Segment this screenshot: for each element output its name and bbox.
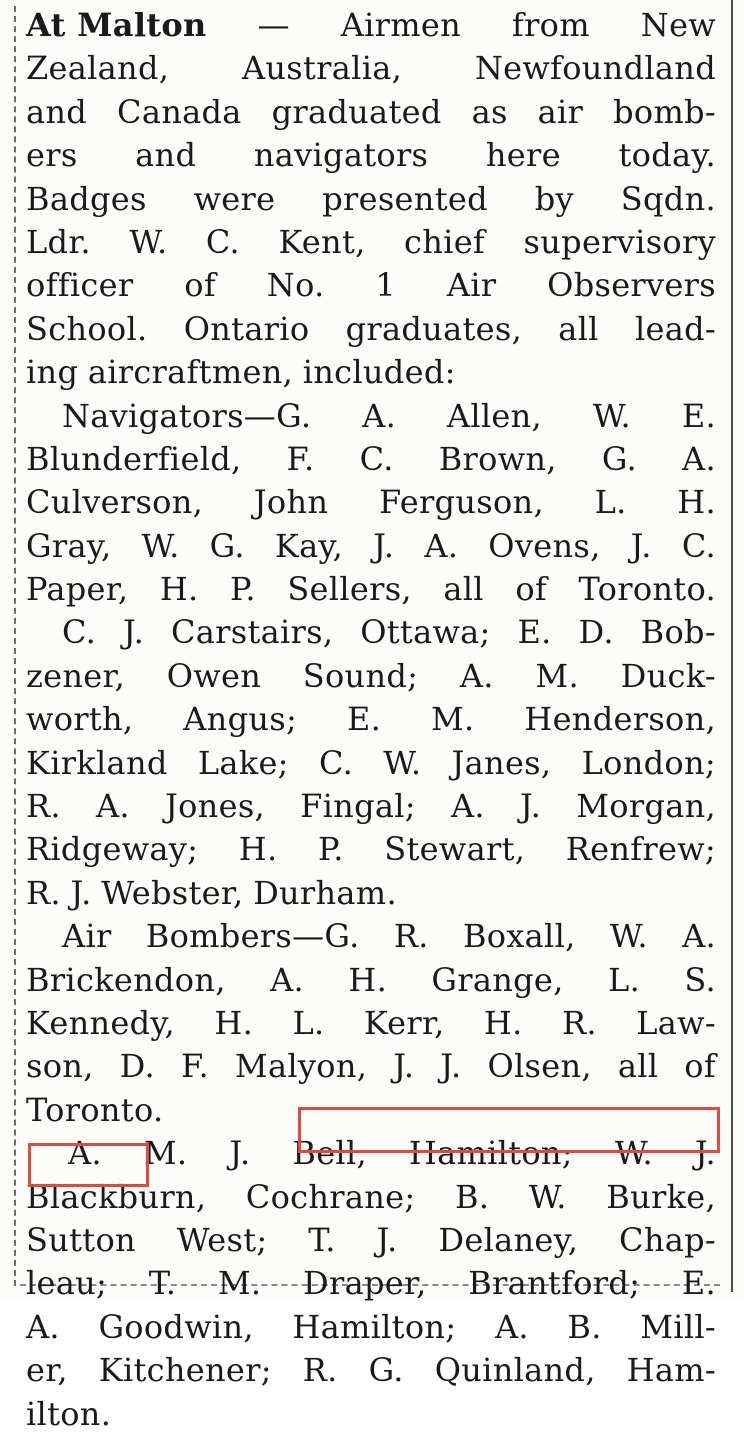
article-word: School. (26, 309, 148, 348)
article-word: lead- (634, 309, 716, 348)
article-word: J. (123, 613, 145, 652)
article-word: F. (180, 1047, 209, 1086)
article-line (26, 525, 716, 568)
article-word: ilton. (26, 1394, 112, 1433)
article-line (26, 264, 716, 307)
article-line (26, 4, 716, 47)
article-word: D. (578, 613, 614, 652)
article-word: A. (95, 787, 130, 826)
article-line (26, 481, 716, 524)
article-word: — (257, 6, 290, 44)
article-word: W. (592, 396, 631, 435)
article-line (26, 1219, 716, 1262)
article-word: Ldr. (26, 222, 91, 261)
article-word: worth, (26, 700, 134, 739)
article-word: Bombers—G. (145, 917, 360, 956)
article-word: A. (362, 396, 397, 435)
article-word: Navigators—G. (62, 396, 312, 435)
article-word: son, (26, 1047, 94, 1086)
article-line (26, 438, 716, 481)
article-word: A. (682, 917, 716, 956)
article-word: officer (26, 266, 134, 305)
article-word: of (184, 266, 216, 305)
article-word: Owen (166, 656, 262, 695)
article-word: J. (376, 1220, 398, 1259)
article-word: E. (681, 1264, 716, 1303)
article-word: Ferguson, (378, 483, 544, 522)
article-word: Australia, (241, 49, 403, 88)
article-word: Janes, (451, 743, 552, 782)
article-word: graduates, (345, 309, 523, 348)
article-word: H. (677, 483, 716, 522)
article-word: all (617, 1047, 659, 1086)
article-word: R. (393, 917, 429, 956)
article-word: G. (368, 1351, 404, 1390)
article-word: Hamilton; (408, 1134, 573, 1173)
article-word: Culverson, (26, 483, 204, 522)
article-word: today. (618, 136, 716, 175)
article-word: Zealand, (26, 49, 170, 88)
article-word: all (443, 570, 484, 609)
article-word: air (537, 92, 584, 131)
article-word: Toronto. (578, 570, 716, 609)
article-word: Ovens, (488, 526, 601, 565)
article-word: Airmen (340, 6, 462, 44)
article-word: as (471, 92, 508, 131)
article-word: Sqdn. (620, 179, 716, 218)
left-column-rule (14, 6, 16, 1286)
article-word: Henderson, (524, 700, 716, 739)
article-word: A. (450, 787, 485, 826)
article-word: West; (176, 1220, 268, 1259)
article-word: Grange, (431, 960, 564, 999)
article-word: by (534, 179, 574, 218)
article-word: Gray, (26, 526, 112, 565)
article-word: H. (483, 1003, 523, 1042)
article-word: H. (238, 830, 278, 869)
article-word: W. (383, 743, 422, 782)
article-word: R. (302, 1351, 338, 1390)
article-word: Chap- (619, 1220, 716, 1259)
article-word: Badges (26, 179, 147, 218)
article-word: all (558, 309, 599, 348)
article-line (26, 1045, 716, 1088)
article-word: C. (318, 743, 354, 782)
article-word: and (26, 92, 88, 131)
article-word: Paper, (26, 570, 129, 609)
article-line (26, 1262, 716, 1305)
article-line (26, 742, 716, 785)
article-word: A. (270, 960, 304, 999)
article-word: C. (359, 439, 394, 478)
article-word: Duck- (620, 656, 716, 695)
article-word: W. (614, 1134, 653, 1173)
article-word: H. (348, 960, 388, 999)
article-word: L. (608, 960, 641, 999)
article-word: Air (446, 266, 497, 305)
article-word: C. (681, 526, 716, 565)
article-word: Boxall, (462, 917, 576, 956)
article-word: Renfrew; (565, 830, 716, 869)
article-word: M. (143, 1134, 188, 1173)
article-word: P. (230, 570, 256, 609)
article-word: Ridgeway; (26, 830, 199, 869)
article-line (26, 1002, 716, 1045)
article-word: E. (517, 613, 552, 652)
article-word: H. (159, 570, 199, 609)
article-word: Ontario (183, 309, 310, 348)
article-word: John (253, 483, 329, 522)
article-line (26, 785, 716, 828)
article-word: Durham. (253, 873, 397, 912)
article-word: Sellers, (287, 570, 412, 609)
article-word: Brantford; (468, 1264, 641, 1303)
article-word: J. (519, 787, 542, 826)
article-word: F. (286, 439, 315, 478)
article-word: J. (440, 1047, 462, 1086)
article-line (26, 828, 716, 871)
article-line (26, 1349, 716, 1392)
article-word: A. (26, 1307, 60, 1346)
article-line (26, 611, 716, 654)
article-word: C. (205, 222, 240, 261)
article-line (26, 221, 716, 264)
article-line (26, 134, 716, 177)
article-word: W. (141, 526, 180, 565)
article-word: included: (302, 353, 456, 392)
article-word: supervisory (523, 222, 716, 261)
article-line (26, 872, 716, 915)
article-word: B. (454, 1177, 490, 1216)
article-word: of (684, 1047, 716, 1086)
article-word: ers (26, 136, 78, 175)
article-word: Kennedy, (26, 1003, 176, 1042)
article-word: Mill- (640, 1307, 716, 1346)
article-word: Kent, (278, 222, 366, 261)
article-word: A. (459, 656, 494, 695)
article-word: M. (430, 700, 475, 739)
article-word: Kirkland (26, 743, 168, 782)
article-word: Goodwin, (98, 1307, 254, 1346)
article-word: Fingal; (300, 787, 416, 826)
article-word: navigators (253, 136, 429, 175)
article-word: J. (229, 1134, 251, 1173)
article-word: W. (129, 222, 168, 261)
article-word: No. (266, 266, 325, 305)
article-word: Brown, (438, 439, 557, 478)
article-line (26, 91, 716, 134)
article-word: Webster, (101, 873, 244, 912)
article-line (26, 1393, 716, 1436)
article-word: Ham- (626, 1351, 716, 1390)
article-line (26, 308, 716, 351)
article-line (26, 655, 716, 698)
article-word: S. (684, 960, 716, 999)
article-word: J. (393, 1047, 415, 1086)
article-word: Delaney, (438, 1220, 579, 1259)
article-word: graduated (271, 92, 442, 131)
article-word: Hamilton; (292, 1307, 457, 1346)
article-line (26, 178, 716, 221)
article-word: Draper, (303, 1264, 427, 1303)
article-word: T. (308, 1220, 336, 1259)
highlight-box-delaney (298, 1107, 720, 1153)
article-word: Malyon, (234, 1047, 368, 1086)
article-word: J. (70, 873, 92, 912)
article-line (26, 351, 716, 394)
article-line (26, 568, 716, 611)
article-word: H. (214, 1003, 254, 1042)
article-word: Law- (636, 1003, 716, 1042)
article-word: D. (119, 1047, 155, 1086)
article-word: J. (373, 526, 395, 565)
article-word: L. (594, 483, 627, 522)
article-word: R. (561, 1003, 597, 1042)
article-word: bomb- (613, 92, 716, 131)
article-body (26, 4, 716, 1436)
article-word: Observers (547, 266, 716, 305)
article-word: Kay, (274, 526, 344, 565)
article-word: Kerr, (363, 1003, 445, 1042)
article-word: ing (26, 353, 79, 392)
article-word: P. (317, 830, 344, 869)
article-word: Olsen, (487, 1047, 592, 1086)
article-word: A. (424, 526, 459, 565)
article-word: Blunderfield, (26, 439, 242, 478)
article-word: Sound; (302, 656, 419, 695)
article-line (26, 1306, 716, 1349)
article-word: M. (535, 656, 579, 695)
article-word: Cochrane; (245, 1177, 416, 1216)
article-word: Toronto. (26, 1090, 164, 1129)
lead-in-text: At Malton (26, 6, 207, 44)
article-word: er, (26, 1351, 68, 1390)
article-word: were (193, 179, 276, 218)
article-word: J. (694, 1134, 716, 1173)
article-word: W. (609, 917, 648, 956)
article-word: G. (209, 526, 245, 565)
article-line (26, 395, 716, 438)
article-word: E. (681, 396, 716, 435)
article-word: Canada (117, 92, 242, 131)
article-word: C. (62, 613, 97, 652)
article-word: A. (682, 439, 716, 478)
article-word: A. (494, 1307, 529, 1346)
article-word: Allen, (446, 396, 543, 435)
article-line (26, 915, 716, 958)
article-word: of (515, 570, 548, 609)
article-word: Bell, (292, 1134, 367, 1173)
article-word: leau; (26, 1264, 108, 1303)
article-word: Lake; (197, 743, 289, 782)
article-line (26, 698, 716, 741)
article-word: Angus; (183, 700, 298, 739)
article-word: New (640, 6, 716, 44)
article-word: Carstairs, (171, 613, 334, 652)
article-word: G. (601, 439, 638, 478)
article-word: Brickendon, (26, 960, 226, 999)
article-word: Blackburn, (26, 1177, 207, 1216)
article-word: Quinland, (434, 1351, 596, 1390)
article-word: zener, (26, 656, 126, 695)
article-word: R. (26, 787, 61, 826)
article-word: chief (404, 222, 486, 261)
article-word: T. (148, 1264, 177, 1303)
article-word: Jones, (164, 787, 266, 826)
article-word: presented (322, 179, 488, 218)
article-word: B. (567, 1307, 602, 1346)
article-word: J. (630, 526, 652, 565)
article-word: 1 (375, 266, 397, 305)
article-word: Bob- (640, 613, 716, 652)
highlight-box-chapleau (28, 1143, 149, 1187)
article-word: from (511, 6, 590, 44)
article-word: London; (581, 743, 716, 782)
article-word: E. (346, 700, 382, 739)
article-word: Morgan, (576, 787, 716, 826)
article-word: Air (62, 917, 112, 956)
article-word: Kitchener; (98, 1351, 272, 1390)
article-word: Burke, (606, 1177, 716, 1216)
article-line (26, 47, 716, 90)
article-word: A. (68, 1134, 102, 1173)
article-word: here (485, 136, 561, 175)
article-word: M. (217, 1264, 262, 1303)
article-line (26, 959, 716, 1002)
article-word: W. (528, 1177, 567, 1216)
article-word: L. (292, 1003, 325, 1042)
article-word: Newfoundland (474, 49, 716, 88)
article-word: Sutton (26, 1220, 136, 1259)
right-column-rule (731, 0, 733, 1292)
article-word: Stewart, (384, 830, 526, 869)
article-word: Ottawa; (360, 613, 491, 652)
article-word: and (135, 136, 197, 175)
article-word: aircraftmen, (87, 353, 294, 392)
article-word: R. (26, 873, 61, 912)
